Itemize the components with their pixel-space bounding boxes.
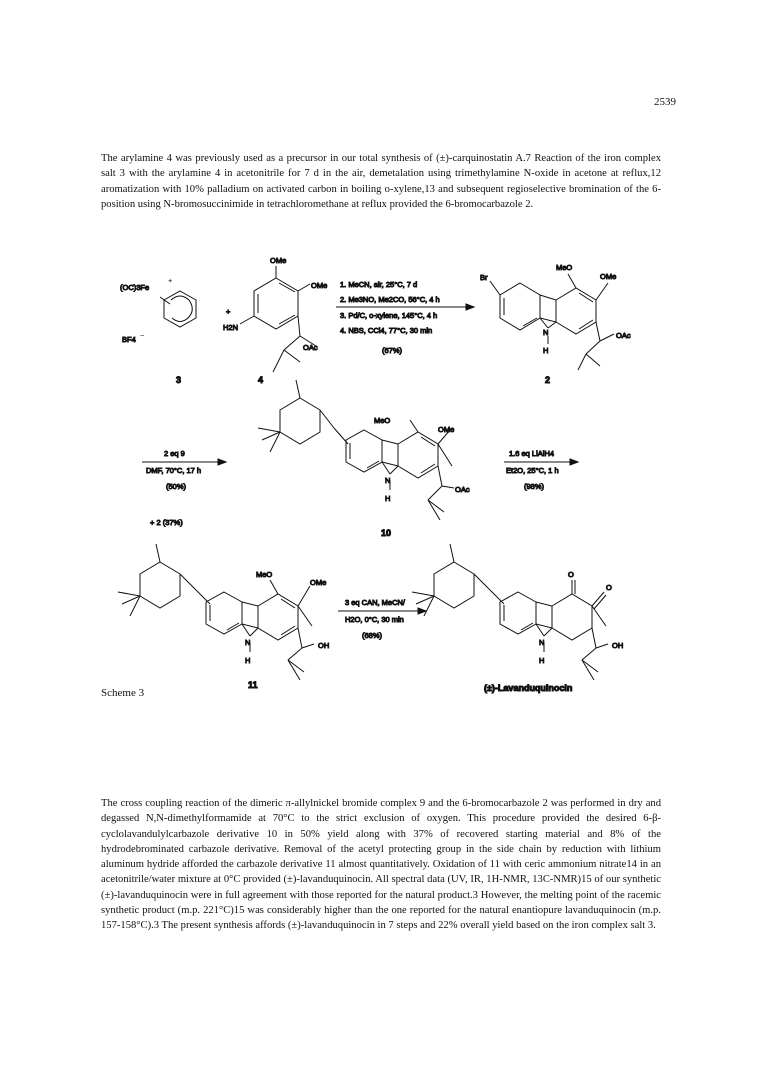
compound-3-structure	[120, 276, 196, 344]
oh-lav: OH	[612, 641, 624, 650]
fe-label: (OC)3Fe	[120, 283, 150, 292]
plus-sign: +	[226, 307, 231, 316]
page-number: 2539	[654, 96, 676, 108]
ome-right-4: OMe	[311, 281, 328, 290]
h-11: H	[245, 656, 251, 665]
meo-2: MeO	[556, 263, 573, 272]
step1-cond-4: 4. NBS, CCl4, 77°C, 30 min	[340, 326, 433, 335]
svg-text:−: −	[140, 331, 145, 340]
n-11: N	[245, 638, 251, 647]
ome-11: OMe	[310, 578, 327, 587]
compound-2-structure	[490, 272, 617, 370]
oac-10: OAc	[455, 485, 470, 494]
h-10: H	[385, 494, 391, 503]
meo-10: MeO	[374, 416, 391, 425]
oac-label-4: OAc	[303, 343, 318, 352]
n-10: N	[385, 476, 391, 485]
br-label: Br	[480, 273, 488, 282]
step4-cond-1: 3 eq CAN, MeCN/	[345, 598, 406, 607]
n-2: N	[543, 328, 549, 337]
step4-yield: (68%)	[362, 631, 383, 640]
svg-text:+: +	[168, 276, 173, 285]
compound-3-label: 3	[176, 375, 182, 385]
step1-cond-2: 2. Me3NO, Me2CO, 56°C, 4 h	[340, 295, 440, 304]
step4-cond-2: H2O, 0°C, 30 min	[345, 615, 404, 624]
oac-2: OAc	[616, 331, 631, 340]
compound-11-label: 11	[248, 680, 258, 690]
o-2: O	[606, 583, 612, 592]
step2-cond: DMF, 70°C, 17 h	[146, 466, 202, 475]
compound-4-label: 4	[258, 375, 264, 385]
n-lav: N	[539, 638, 545, 647]
h-lav: H	[539, 656, 545, 665]
step2-yield: (50%)	[166, 482, 187, 491]
h2n-label: H2N	[223, 323, 239, 332]
compound-10-label: 10	[381, 528, 392, 538]
bf4-label: BF4	[122, 335, 136, 344]
step3-reagent: 1.6 eq LiAlH4	[509, 449, 555, 458]
compound-4-structure	[240, 266, 316, 372]
step3-cond: Et2O, 25°C, 1 h	[506, 466, 559, 475]
lavanduquinocin-structure	[412, 544, 608, 680]
ome-top-4: OMe	[270, 256, 287, 265]
h-2: H	[543, 346, 549, 355]
ome-2: OMe	[600, 272, 617, 281]
meo-11: MeO	[256, 570, 273, 579]
step2-reagent: 2 eq 9	[164, 449, 185, 458]
compound-10-structure	[258, 380, 454, 520]
o-1: O	[568, 570, 574, 579]
step1-cond-1: 1. MeCN, air, 25°C, 7 d	[340, 280, 418, 289]
paragraph-intro: The arylamine 4 was previously used as a precursor in our total synthesis of (±)-carquinostatin A.7 Reaction of the iron complex salt 3 with the arylamine 4 in acetonitrile for 7 d in the air, demetalation using trimethylamine N-oxide in acetone at reflux,12 aromatization with 10% palladium on activated carbon in boiling o-xylene,13 and subsequent regioselective bromination of the 6-position using N-bromosuccinimide in tetrachloromethane at reflux provided the 6-bromocarbazole 2.	[101, 153, 661, 210]
step1-cond-3: 3. Pd/C, o-xylene, 145°C, 4 h	[340, 311, 438, 320]
ome-10: OMe	[438, 425, 455, 434]
compound-11-structure	[118, 544, 314, 680]
scheme-label: Scheme 3	[101, 687, 145, 699]
step3-yield: (98%)	[524, 482, 545, 491]
paragraph-discussion: The cross coupling reaction of the dimeric π-allylnickel bromide complex 9 and the 6-bromocarbazole 2 was performed in dry and degassed N,N-dimethylformamide at 70°C to the strict exclusion of oxygen. This procedure provided the desired 6-β-cyclolavandulylcarbazole derivative 10 in 50% yield along with 37% of recovered starting material and 8% of the hydrodebrominated carbazole derivative. Removal of the acetyl protecting group in the side chain by reduction with lithium aluminum hydride afforded the carbazole derivative 11 almost quantitatively. Oxidation of 11 with ceric ammonium nitrate14 in an acetonitrile/water mixture at 0°C provided (±)-lavanduquinocin. All spectral data (UV, IR, 1H-NMR, 13C-NMR)15 of our synthetic (±)-lavanduquinocin were in full agreement with those reported for the natural product.3 However, the melting point of the racemic synthetic product (m.p. 221°C)15 was considerably higher than the one reported for the natural enantiopure lavanduquinocin (m.p. 157-158°C).3 The present synthesis affords (±)-lavanduquinocin in 7 steps and 22% overall yield based on the iron complex salt 3.	[101, 798, 661, 932]
step1-yield: (67%)	[382, 346, 403, 355]
product-label: (±)-Lavanduquinocin	[484, 683, 573, 693]
step2-side-product: + 2 (37%)	[150, 518, 183, 527]
oh-11: OH	[318, 641, 330, 650]
compound-2-label: 2	[545, 375, 551, 385]
